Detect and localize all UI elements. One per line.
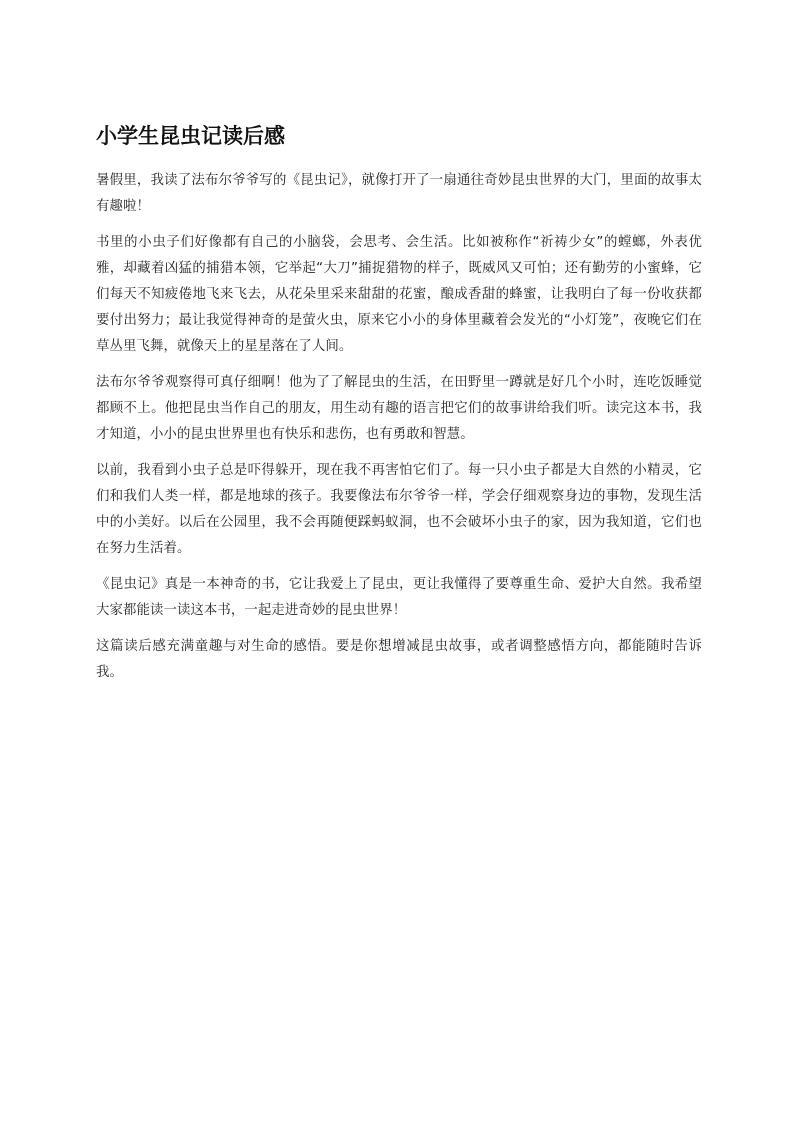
- paragraph-note: 这篇读后感充满童趣与对生命的感悟。要是你想增减昆虫故事，或者调整感悟方向，都能随时告诉我。: [96, 639, 702, 680]
- document-title: 小学生昆虫记读后感: [96, 124, 285, 148]
- paragraph-change: 以前，我看到小虫子总是吓得躲开，现在我不再害怕它们了。每一只小虫子都是大自然的小精灵，它们和我们人类一样，都是地球的孩子。我要像法布尔爷爷一样，学会仔细观察身边的事物，发现生活中的小美好。以后在公园里，我不会再随便踩蚂蚁洞，也不会破坏小虫子的家，因为我知道，它们也在努力生活着。: [96, 463, 702, 556]
- paragraph-fabre: 法布尔爷爷观察得可真仔细啊！他为了了解昆虫的生活，在田野里一蹲就是好几个小时，连吃饭睡觉都顾不上。他把昆虫当作自己的朋友，用生动有趣的语言把它们的故事讲给我们听。读完这本书，我才知道，小小的昆虫世界里也有快乐和悲伤，也有勇敢和智慧。: [96, 375, 702, 442]
- paragraph-insects: 书里的小虫子们好像都有自己的小脑袋，会思考、会生活。比如被称作“祈祷少女”的螳螂，外表优雅，却藏着凶猛的捕猎本领，它举起“大刀”捕捉猎物的样子，既威风又可怕；还有勤劳的小蜜蜂，它们每天不知疲倦地飞来飞去，从花朵里采来甜甜的花蜜，酿成香甜的蜂蜜，让我明白了每一份收获都要付出努力；最让我觉得神奇的是萤火虫，原来它小小的身体里藏着会发光的“小灯笼”，夜晚它们在草丛里飞舞，就像天上的星星落在了人间。: [96, 235, 702, 354]
- document-page: [96, 120, 702, 696]
- paragraph-conclusion: 《昆虫记》真是一本神奇的书，它让我爱上了昆虫，更让我懂得了要尊重生命、爱护大自然。我希望大家都能读一读这本书，一起走进奇妙的昆虫世界！: [96, 577, 702, 618]
- paragraph-intro: 暑假里，我读了法布尔爷爷写的《昆虫记》，就像打开了一扇通往奇妙昆虫世界的大门，里面的故事太有趣啦！: [96, 173, 702, 214]
